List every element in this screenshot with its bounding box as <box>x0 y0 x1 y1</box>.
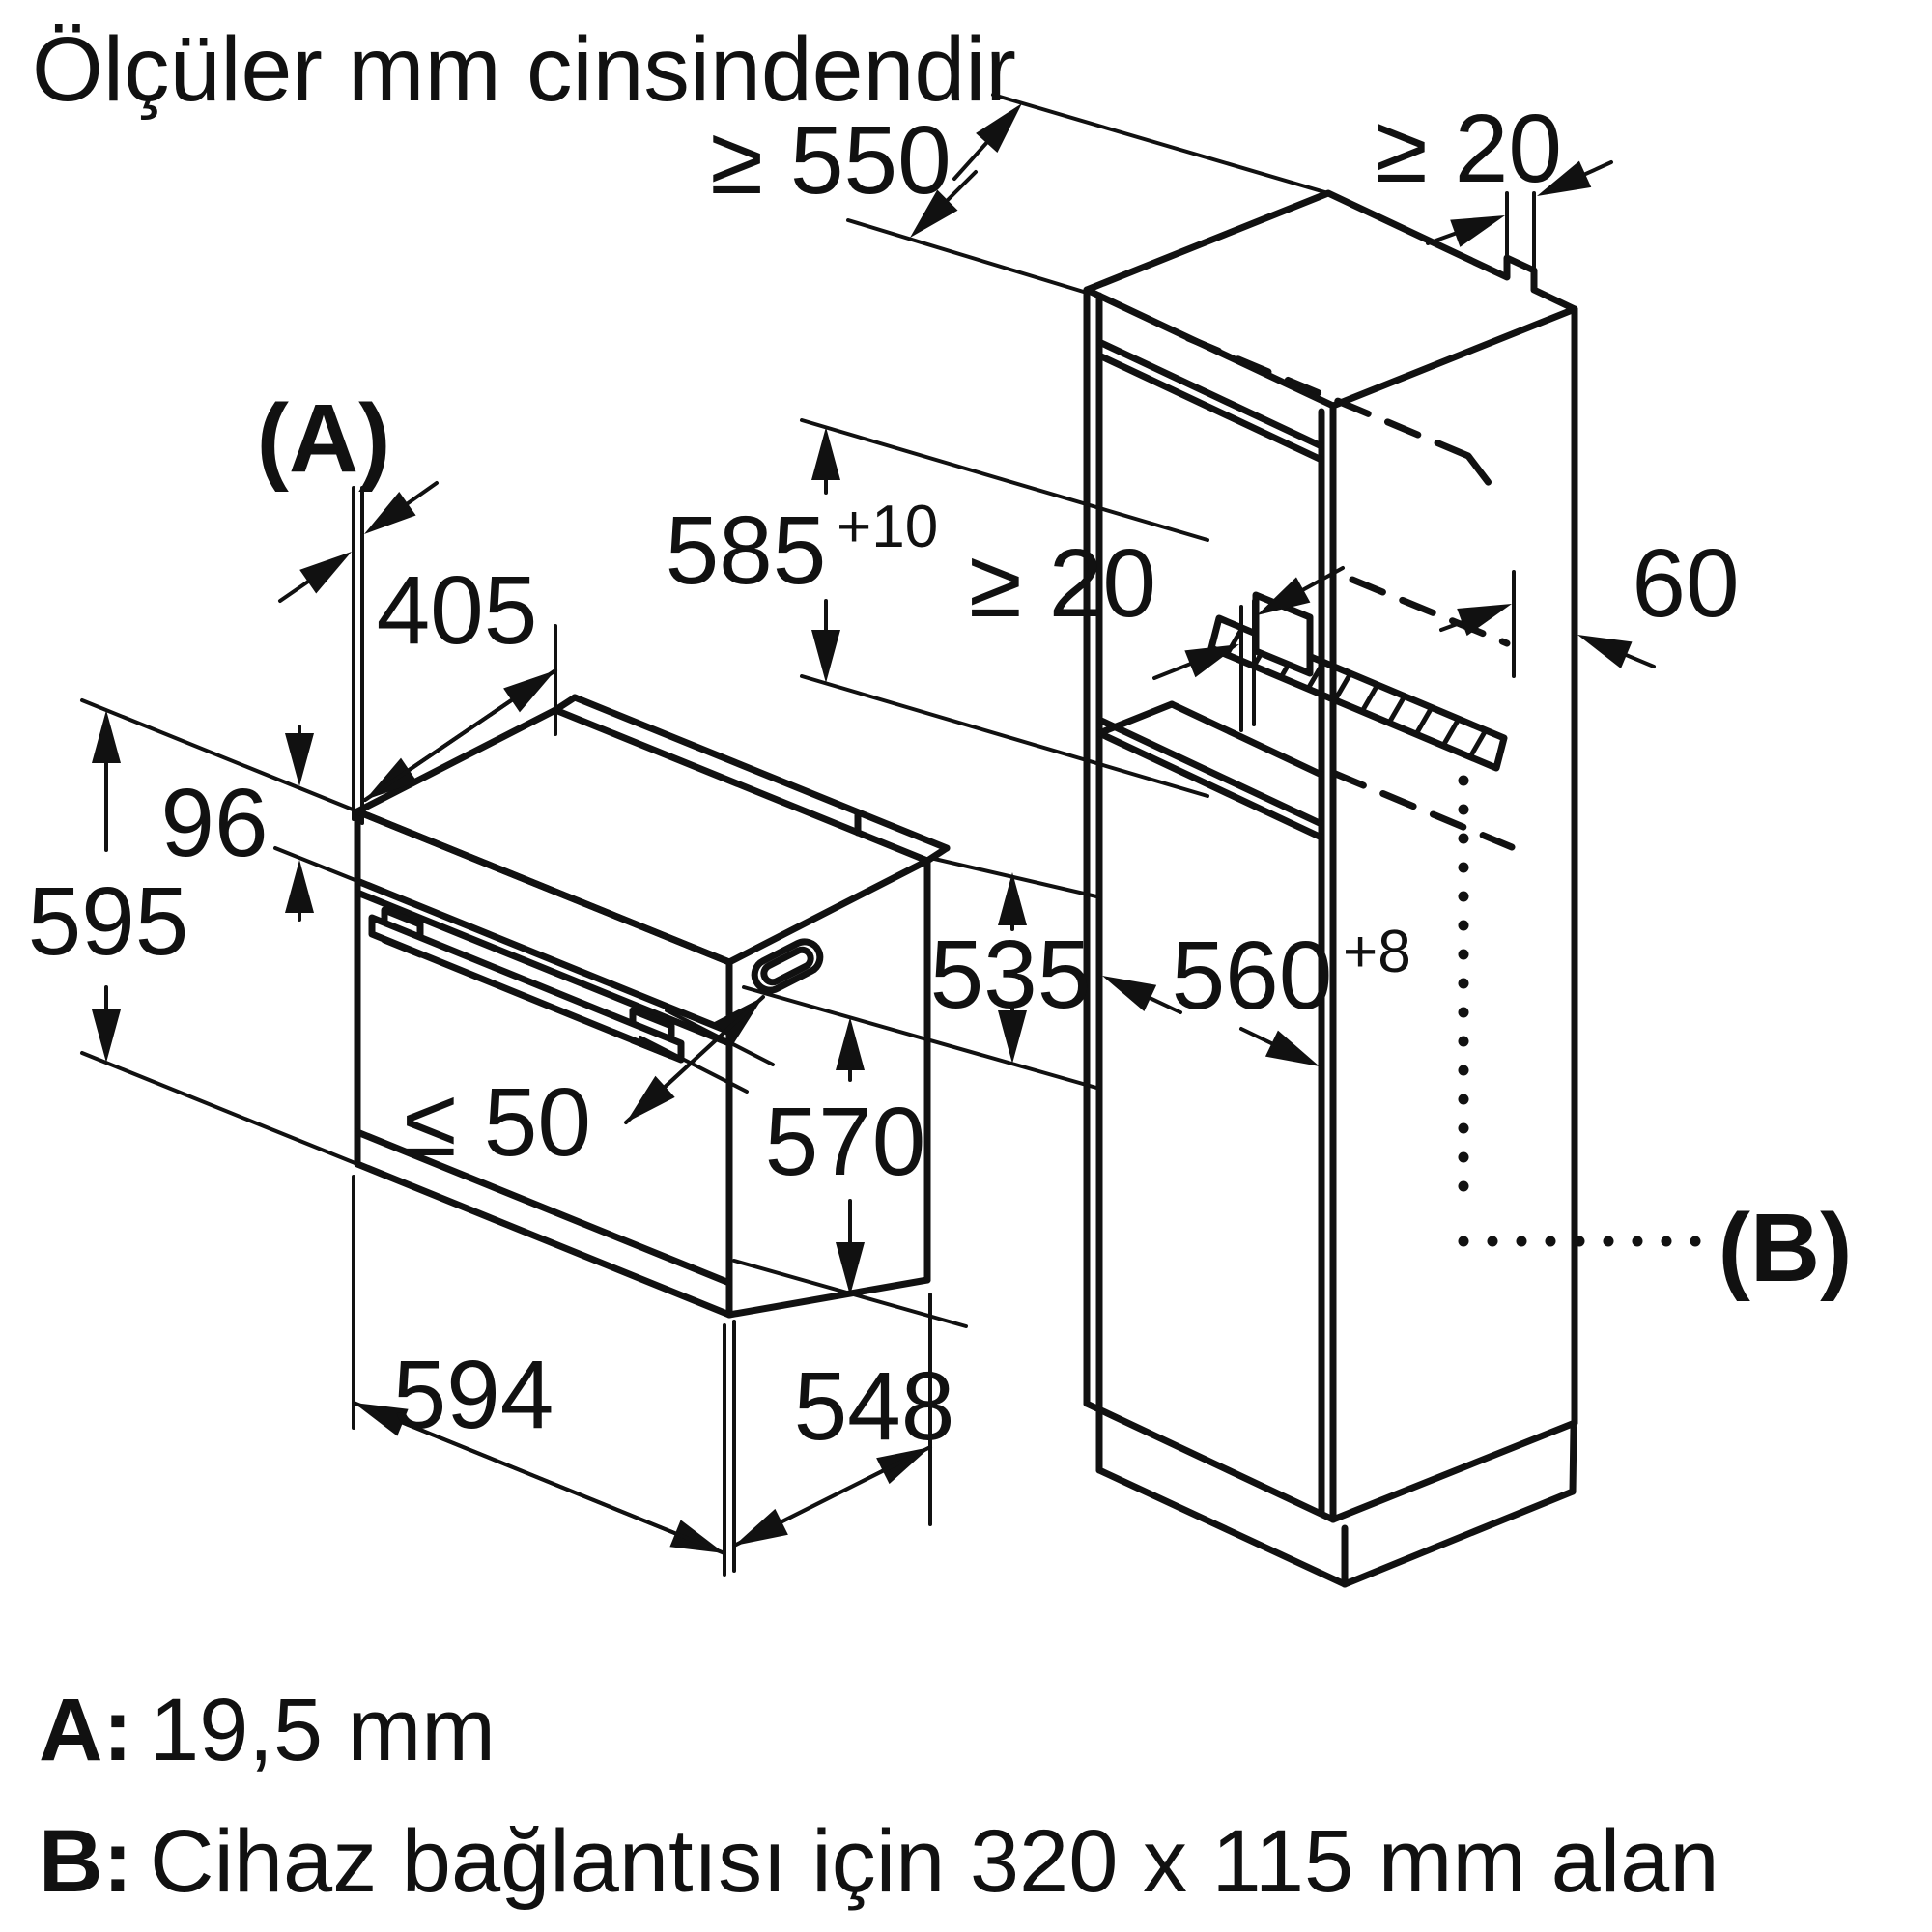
note-b-key: B: <box>39 1812 133 1911</box>
dim-niche-width-tolerance: +8 <box>1343 919 1411 985</box>
dim-oven-front-height: 595 <box>27 867 189 976</box>
dim-oven-body-height: 535 <box>929 921 1092 1029</box>
note-a-value: 19,5 mm <box>150 1681 496 1779</box>
oven-rear-trim <box>575 697 947 848</box>
dim-niche-height: 585 <box>665 497 827 605</box>
oven-handle <box>372 918 681 1060</box>
dimension-arrows <box>92 103 1654 1553</box>
dim-oven-body-depth: 548 <box>793 1352 955 1461</box>
dim-oven-handle-clearance: ≤ 50 <box>404 1068 591 1177</box>
dim-cabinet-top-depth: ≥ 550 <box>710 106 952 214</box>
dim-oven-panel-height: 96 <box>160 769 269 877</box>
note-b-value: Cihaz bağlantısı için 320 x 115 mm alan <box>150 1812 1719 1911</box>
dim-cabinet-rear-gap-mid: ≥ 20 <box>969 529 1156 638</box>
dim-oven-width: 594 <box>392 1341 554 1449</box>
dim-oven-door-height: 570 <box>764 1088 926 1196</box>
cabinet-drawing <box>1087 193 1701 1584</box>
dim-vent-depth: 60 <box>1632 529 1740 638</box>
dim-oven-ref-a: (A) <box>256 384 391 493</box>
control-panel-line <box>357 881 729 1032</box>
niche-top-shelf <box>1099 342 1321 446</box>
page-title: Ölçüler mm cinsindendir <box>32 18 1016 121</box>
oven-drawing <box>357 697 947 1315</box>
dim-cabinet-ref-b: (B) <box>1718 1194 1853 1302</box>
niche-bottom-shelf <box>1099 720 1321 824</box>
note-a-key: A: <box>39 1681 133 1779</box>
dim-cabinet-rear-gap-top: ≥ 20 <box>1375 95 1562 203</box>
connection-area-locator <box>1459 776 1701 1247</box>
dim-oven-top-depth: 405 <box>376 556 538 665</box>
dim-niche-width: 560 <box>1171 922 1333 1030</box>
dim-niche-height-tolerance: +10 <box>837 494 939 560</box>
